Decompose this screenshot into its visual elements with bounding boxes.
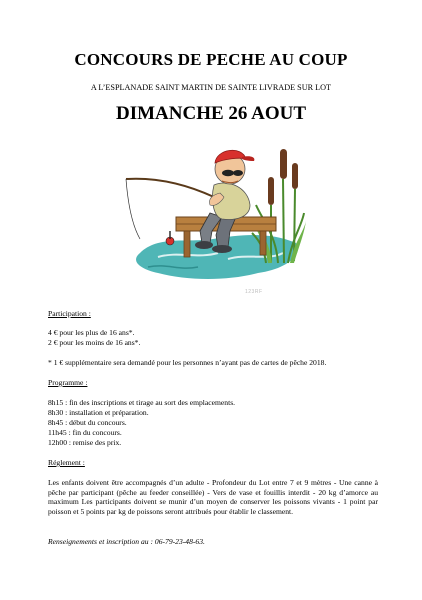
programme-item: 8h45 : début du concours. xyxy=(48,418,127,427)
programme-item: 11h45 : fin du concours. xyxy=(48,428,122,437)
event-location: A L’ESPLANADE SAINT MARTIN DE SAINTE LIVRADE SUR LOT xyxy=(90,83,332,92)
participation-price-child: 2 € pour les moins de 16 ans*. xyxy=(48,338,141,347)
reglement-heading: Réglement : xyxy=(48,458,85,467)
programme-item: 8h30 : installation et préparation. xyxy=(48,408,149,417)
float-bobber xyxy=(166,231,174,245)
event-date: DIMANCHE 26 AOUT xyxy=(115,103,306,124)
reglement-text: Les enfants doivent être accompagnés d’un adulte - Profondeur du Lot entre 7 et 9 mètres - Une canne à pêche par participant (pêche au feeder conseillée) - Vers de vase et fouillis interdit - 20 kg d’amorce au maximum Les participants doivent se munir d’un moyen de conserver les poissons vivants - 1 point par poisson et 5 points par kg de poissons seront attribués pour établir le classement. xyxy=(48,478,378,516)
event-title: CONCOURS DE PECHE AU COUP xyxy=(74,50,348,69)
watermark: 123RF xyxy=(245,289,263,295)
participation-note: * 1 € supplémentaire sera demandé pour les personnes n’ayant pas de cartes de pêche 2018. xyxy=(48,358,327,367)
programme-item: 12h00 : remise des prix. xyxy=(48,438,122,447)
programme-heading: Programme : xyxy=(48,378,88,387)
participation-heading: Participation : xyxy=(48,309,91,318)
participation-price-adult: 4 € pour les plus de 16 ans*. xyxy=(48,328,135,337)
fisherman-illustration xyxy=(118,135,308,290)
programme-item: 8h15 : fin des inscriptions et tirage au sort des emplacements. xyxy=(48,398,236,407)
fishing-line xyxy=(126,179,140,239)
contact-info: Renseignements et inscription au : 06-79-23-48-63. xyxy=(48,537,205,546)
fishing-rod xyxy=(126,179,214,197)
